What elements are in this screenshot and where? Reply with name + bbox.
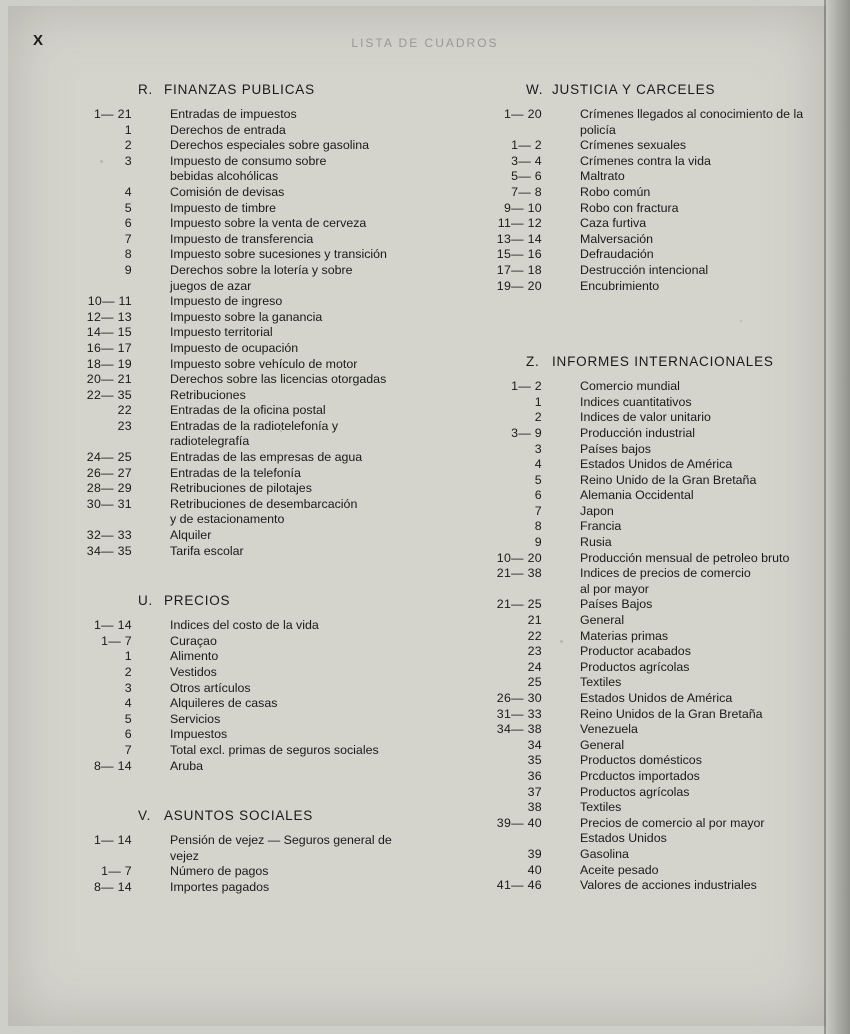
item-label: Indices de valor unitario [580, 410, 711, 425]
list-item [468, 566, 818, 582]
list-item [40, 712, 430, 728]
item-label: al por mayor [580, 581, 649, 596]
list-item [468, 878, 818, 894]
item-label: Retribuciones de pilotajes [170, 481, 312, 496]
item-number: 21— 38 [496, 566, 542, 581]
list-item [468, 816, 818, 832]
item-number: 8 [124, 247, 132, 262]
item-number: 3— 9 [511, 425, 542, 440]
item-label: Derechos especiales sobre gasolina [170, 138, 370, 153]
item-number: 6 [124, 727, 132, 742]
item-label: Entradas de la oficina postal [170, 403, 326, 418]
item-number: 36 [527, 768, 542, 783]
item-label: Aceite pesado [580, 862, 659, 877]
item-number: 23 [117, 418, 132, 433]
list-item [468, 738, 818, 754]
item-number: 3 [124, 153, 132, 168]
item-label: Importes pagados [170, 879, 270, 894]
list-item [468, 107, 818, 123]
item-number: 1— 2 [511, 138, 542, 153]
item-label: Productos agrícolas [580, 659, 690, 674]
item-label: Otros artículos [170, 680, 251, 695]
list-item-continuation [40, 169, 430, 185]
table-list [40, 618, 430, 774]
item-label: General [580, 613, 625, 628]
list-item [468, 863, 818, 879]
item-label: Pensión de vejez — Seguros general de [170, 833, 392, 848]
item-label: Impuestos [170, 727, 228, 742]
section-gap [468, 294, 818, 328]
section-letter: U. [138, 593, 154, 609]
item-label: Retribuciones de desembarcación [170, 496, 358, 511]
item-label: Indices cuantitativos [580, 394, 692, 409]
item-number: 22 [527, 628, 542, 643]
item-label: Textiles [580, 675, 622, 690]
section-letter: Z. [526, 354, 540, 370]
item-label: Impuesto de transferencia [170, 231, 314, 246]
list-item-continuation [40, 434, 430, 450]
item-number: 1 [124, 122, 132, 137]
list-item [40, 450, 430, 466]
item-label: Destrucción intencional [580, 262, 709, 277]
list-item [468, 769, 818, 785]
item-number: 38 [527, 800, 542, 815]
item-number: 40 [527, 862, 542, 877]
list-item [40, 833, 430, 849]
item-label: Robo con fractura [580, 200, 679, 215]
section-heading [40, 808, 430, 823]
item-label: Reino Unidos de la Gran Bretaña [580, 706, 763, 721]
list-item [468, 379, 818, 395]
item-number: 31— 33 [496, 706, 542, 721]
list-item [40, 138, 430, 154]
list-item [468, 216, 818, 232]
list-item [40, 372, 430, 388]
list-item-continuation [40, 849, 430, 865]
item-number: 8— 14 [93, 758, 132, 773]
item-label: Estados Unidos de América [580, 691, 733, 705]
item-label: Tarifa escolar [170, 543, 244, 558]
section-title-text: INFORMES INTERNACIONALES [552, 354, 774, 370]
item-label: Número de pagos [170, 864, 269, 879]
list-item [468, 185, 818, 201]
list-item [468, 551, 818, 567]
item-label: Estados Unidos de América [580, 457, 733, 472]
item-label: Caza furtiva [580, 216, 647, 231]
list-item [40, 325, 430, 341]
item-label: Indices del costo de la vida [170, 618, 319, 633]
item-label: Impuesto de timbre [170, 200, 277, 215]
item-label: Productos domésticos [580, 753, 702, 768]
section-gap-extra [468, 328, 818, 354]
list-item [40, 681, 430, 697]
item-number: 7 [124, 231, 132, 246]
item-label: Vestidos [170, 665, 217, 679]
list-item [468, 504, 818, 520]
list-item [40, 880, 430, 896]
item-label: Crímenes contra la vida [580, 153, 711, 168]
item-label: y de estacionamento [170, 512, 285, 527]
item-number: 26— 27 [86, 465, 132, 480]
list-item [40, 696, 430, 712]
list-item [40, 481, 430, 497]
list-item [40, 107, 430, 123]
item-number: 19— 20 [496, 278, 542, 293]
section-title-text: FINANZAS PUBLICAS [164, 82, 315, 97]
table-list [40, 107, 430, 559]
item-number: 10— 20 [496, 550, 542, 565]
item-label: radiotelegrafía [170, 434, 250, 449]
list-item [468, 457, 818, 473]
item-number: 1 [534, 394, 542, 409]
item-label: Derechos sobre las licencias otorgadas [170, 372, 387, 387]
item-number: 24 [527, 659, 542, 674]
section-gap [40, 774, 430, 808]
item-number: 2 [534, 410, 542, 425]
list-item [468, 488, 818, 504]
item-number: 3— 4 [511, 153, 542, 168]
item-number: 7— 8 [511, 184, 542, 199]
list-item [468, 138, 818, 154]
list-item [40, 419, 430, 435]
item-label: Impuesto de ingreso [170, 294, 283, 309]
table-list [40, 833, 430, 895]
list-item [468, 613, 818, 629]
item-number: 1— 14 [93, 618, 132, 633]
item-number: 1— 20 [503, 107, 542, 121]
list-item [40, 232, 430, 248]
item-number: 35 [527, 753, 542, 768]
item-label: Entradas de las empresas de agua [170, 450, 363, 465]
item-label: Francia [580, 519, 622, 534]
item-label: General [580, 737, 625, 752]
item-number: 39— 40 [496, 815, 542, 830]
section-heading [40, 82, 430, 97]
page-folio: X [33, 32, 45, 49]
item-label: Entradas de la radiotelefonía y [170, 418, 339, 433]
list-item [468, 247, 818, 263]
list-item [468, 707, 818, 723]
item-label: Impuesto sobre sucesiones y transición [170, 247, 387, 262]
list-item [468, 201, 818, 217]
list-item [40, 759, 430, 775]
list-item-continuation [468, 123, 818, 139]
item-label: Total excl. primas de seguros sociales [170, 742, 379, 757]
item-number: 28— 29 [86, 481, 132, 496]
item-number: 3 [534, 441, 542, 456]
list-item [468, 395, 818, 411]
running-head: LISTA DE CUADROS [351, 36, 499, 50]
list-item [40, 154, 430, 170]
item-number: 23 [527, 644, 542, 659]
item-label: Curaçao [170, 633, 217, 648]
item-number: 2 [124, 665, 132, 679]
item-label: Crímenes sexuales [580, 138, 687, 153]
table-list [468, 107, 818, 294]
item-label: Impuesto sobre la venta de cerveza [170, 216, 367, 231]
right-column [468, 82, 818, 894]
item-number: 16— 17 [86, 340, 132, 355]
item-number: 21 [527, 613, 542, 628]
item-number: 5— 6 [511, 169, 542, 184]
item-label: Impuesto territorial [170, 325, 273, 340]
section-justicia-y-carceles [468, 82, 818, 294]
item-label: Comercio mundial [580, 379, 680, 394]
item-number: 1— 21 [93, 107, 132, 121]
item-number: 20— 21 [86, 372, 132, 387]
list-item [468, 660, 818, 676]
section-heading [468, 354, 818, 369]
item-number: 30— 31 [86, 496, 132, 511]
item-number: 11— 12 [497, 216, 542, 231]
list-item [40, 466, 430, 482]
item-label: Japon [580, 503, 614, 518]
item-label: Robo común [580, 184, 651, 199]
item-label: Malversación [580, 231, 653, 246]
item-label: Impuesto sobre la ganancia [170, 309, 323, 324]
item-label: Entradas de la telefonía [170, 465, 301, 480]
item-number: 22 [117, 403, 132, 418]
list-item-continuation [40, 512, 430, 528]
item-number: 9 [534, 535, 542, 550]
list-item [40, 618, 430, 634]
item-number: 5 [124, 200, 132, 215]
list-item [468, 519, 818, 535]
item-label: Textiles [580, 800, 622, 815]
list-item [40, 665, 430, 681]
item-label: Prcductos importados [580, 768, 700, 783]
list-item [468, 154, 818, 170]
item-label: Producción industrial [580, 425, 696, 440]
section-heading [40, 593, 430, 608]
item-label: Indices de precios de comercio [580, 566, 751, 581]
item-number: 4 [124, 696, 132, 711]
list-item [40, 247, 430, 263]
list-item-continuation [468, 582, 818, 598]
item-number: 7 [534, 503, 542, 518]
item-label: Alquileres de casas [170, 696, 278, 711]
section-asuntos-sociales [40, 808, 430, 895]
item-number: 25 [527, 675, 542, 690]
item-label: bebidas alcohólicas [170, 169, 279, 184]
item-number: 34— 35 [86, 543, 132, 558]
item-label: Servicios [170, 711, 221, 726]
item-number: 3 [124, 680, 132, 695]
item-number: 5 [124, 711, 132, 726]
section-precios [40, 593, 430, 774]
item-number: 1— 2 [511, 379, 542, 394]
item-label: Maltrato [580, 169, 625, 184]
list-item [40, 341, 430, 357]
list-item [468, 279, 818, 295]
item-number: 13— 14 [496, 231, 542, 246]
item-label: Comisión de devisas [170, 184, 285, 199]
list-item [40, 528, 430, 544]
item-number: 15— 16 [496, 247, 542, 262]
list-item [40, 544, 430, 560]
list-item [468, 800, 818, 816]
section-gap [40, 559, 430, 593]
item-label: Estados Unidos [580, 831, 667, 846]
item-number: 14— 15 [86, 325, 132, 340]
item-label: Países Bajos [580, 597, 653, 612]
list-item [468, 722, 818, 738]
list-item [40, 263, 430, 279]
section-title-text: PRECIOS [164, 593, 231, 609]
item-number: 4 [534, 457, 542, 472]
item-label: Impuesto de consumo sobre [170, 153, 327, 168]
item-label: Derechos sobre la lotería y sobre [170, 262, 353, 277]
section-letter: W. [526, 82, 544, 97]
item-number: 32— 33 [86, 528, 132, 543]
item-label: Alquiler [170, 528, 212, 543]
section-title-text: JUSTICIA Y CARCELES [552, 82, 716, 97]
section-informes-internacionales [468, 354, 818, 894]
item-label: Gasolina [580, 846, 629, 861]
item-number: 4 [124, 184, 132, 199]
item-number: 2 [124, 138, 132, 153]
list-item [468, 410, 818, 426]
list-item [40, 294, 430, 310]
list-item [40, 123, 430, 139]
section-letter: V. [138, 808, 152, 824]
list-item [40, 743, 430, 759]
item-label: Materias primas [580, 628, 669, 643]
item-number: 7 [124, 742, 132, 757]
item-number: 18— 19 [86, 356, 132, 371]
item-label: Alimento [170, 649, 219, 664]
list-item [468, 629, 818, 645]
list-item [468, 232, 818, 248]
list-item [40, 497, 430, 513]
list-item [40, 216, 430, 232]
list-item [468, 753, 818, 769]
item-number: 41— 46 [496, 878, 542, 893]
list-item [468, 785, 818, 801]
item-number: 1— 14 [93, 833, 132, 848]
list-item [40, 357, 430, 373]
item-label: Impuesto sobre vehículo de motor [170, 356, 358, 371]
list-item [40, 310, 430, 326]
left-column [40, 82, 430, 896]
item-label: Países bajos [580, 441, 651, 456]
section-finanzas-publicas [40, 82, 430, 559]
item-label: Crímenes llegados al conocimiento de la [580, 107, 804, 121]
list-item [468, 535, 818, 551]
section-letter: R. [138, 82, 154, 97]
item-number: 12— 13 [86, 309, 132, 324]
section-heading [468, 82, 818, 97]
list-item [40, 864, 430, 880]
item-number: 8 [534, 519, 542, 534]
list-item [468, 263, 818, 279]
section-title-text: ASUNTOS SOCIALES [164, 808, 314, 824]
item-label: Defraudación [580, 247, 654, 262]
item-number: 39 [527, 846, 542, 861]
page-gutter [826, 0, 850, 1034]
item-number: 1— 7 [101, 864, 132, 879]
item-label: policía [580, 122, 616, 137]
list-item [468, 691, 818, 707]
item-label: juegos de azar [170, 278, 252, 293]
item-label: Impuesto de ocupación [170, 340, 299, 355]
list-item [468, 847, 818, 863]
item-number: 5 [534, 472, 542, 487]
item-number: 26— 30 [496, 691, 542, 705]
list-item-continuation [468, 831, 818, 847]
item-label: Producción mensual de petroleo bruto [580, 550, 790, 565]
item-label: Venezuela [580, 722, 638, 737]
list-item [468, 473, 818, 489]
item-number: 1— 7 [101, 633, 132, 648]
list-item [40, 388, 430, 404]
list-item [40, 634, 430, 650]
item-label: Alemania Occidental [580, 488, 694, 503]
list-item [468, 675, 818, 691]
item-number: 34— 38 [496, 722, 542, 737]
item-number: 1 [124, 649, 132, 664]
list-item [468, 644, 818, 660]
list-item [40, 403, 430, 419]
item-number: 37 [527, 784, 542, 799]
item-label: Productor acabados [580, 644, 691, 659]
item-number: 6 [124, 216, 132, 231]
table-list [468, 379, 818, 894]
item-label: Reino Unido de la Gran Bretaña [580, 472, 757, 487]
item-label: Productos agrícolas [580, 784, 690, 799]
item-number: 22— 35 [86, 387, 132, 402]
page-edge-line [824, 0, 826, 1034]
item-label: Entradas de impuestos [170, 107, 297, 121]
item-number: 6 [534, 488, 542, 503]
item-number: 17— 18 [496, 262, 542, 277]
item-label: Valores de acciones industriales [580, 878, 757, 893]
list-item-continuation [40, 279, 430, 295]
item-label: Precios de comercio al por mayor [580, 815, 765, 830]
item-number: 24— 25 [86, 450, 132, 465]
item-number: 34 [527, 737, 542, 752]
list-item [468, 597, 818, 613]
list-item [40, 185, 430, 201]
item-label: Encubrimiento [580, 278, 660, 293]
item-label: Retribuciones [170, 387, 246, 402]
list-item [40, 727, 430, 743]
item-number: 8— 14 [93, 879, 132, 894]
list-item [40, 201, 430, 217]
item-number: 21— 25 [496, 597, 542, 612]
item-label: Aruba [170, 758, 204, 773]
list-item [468, 169, 818, 185]
item-label: vejez [170, 848, 199, 863]
item-label: Derechos de entrada [170, 122, 286, 137]
list-item [468, 426, 818, 442]
list-item [468, 442, 818, 458]
list-item [40, 649, 430, 665]
item-number: 9 [124, 262, 132, 277]
item-number: 9— 10 [503, 200, 542, 215]
item-label: Rusia [580, 535, 612, 550]
item-number: 10— 11 [87, 294, 132, 309]
